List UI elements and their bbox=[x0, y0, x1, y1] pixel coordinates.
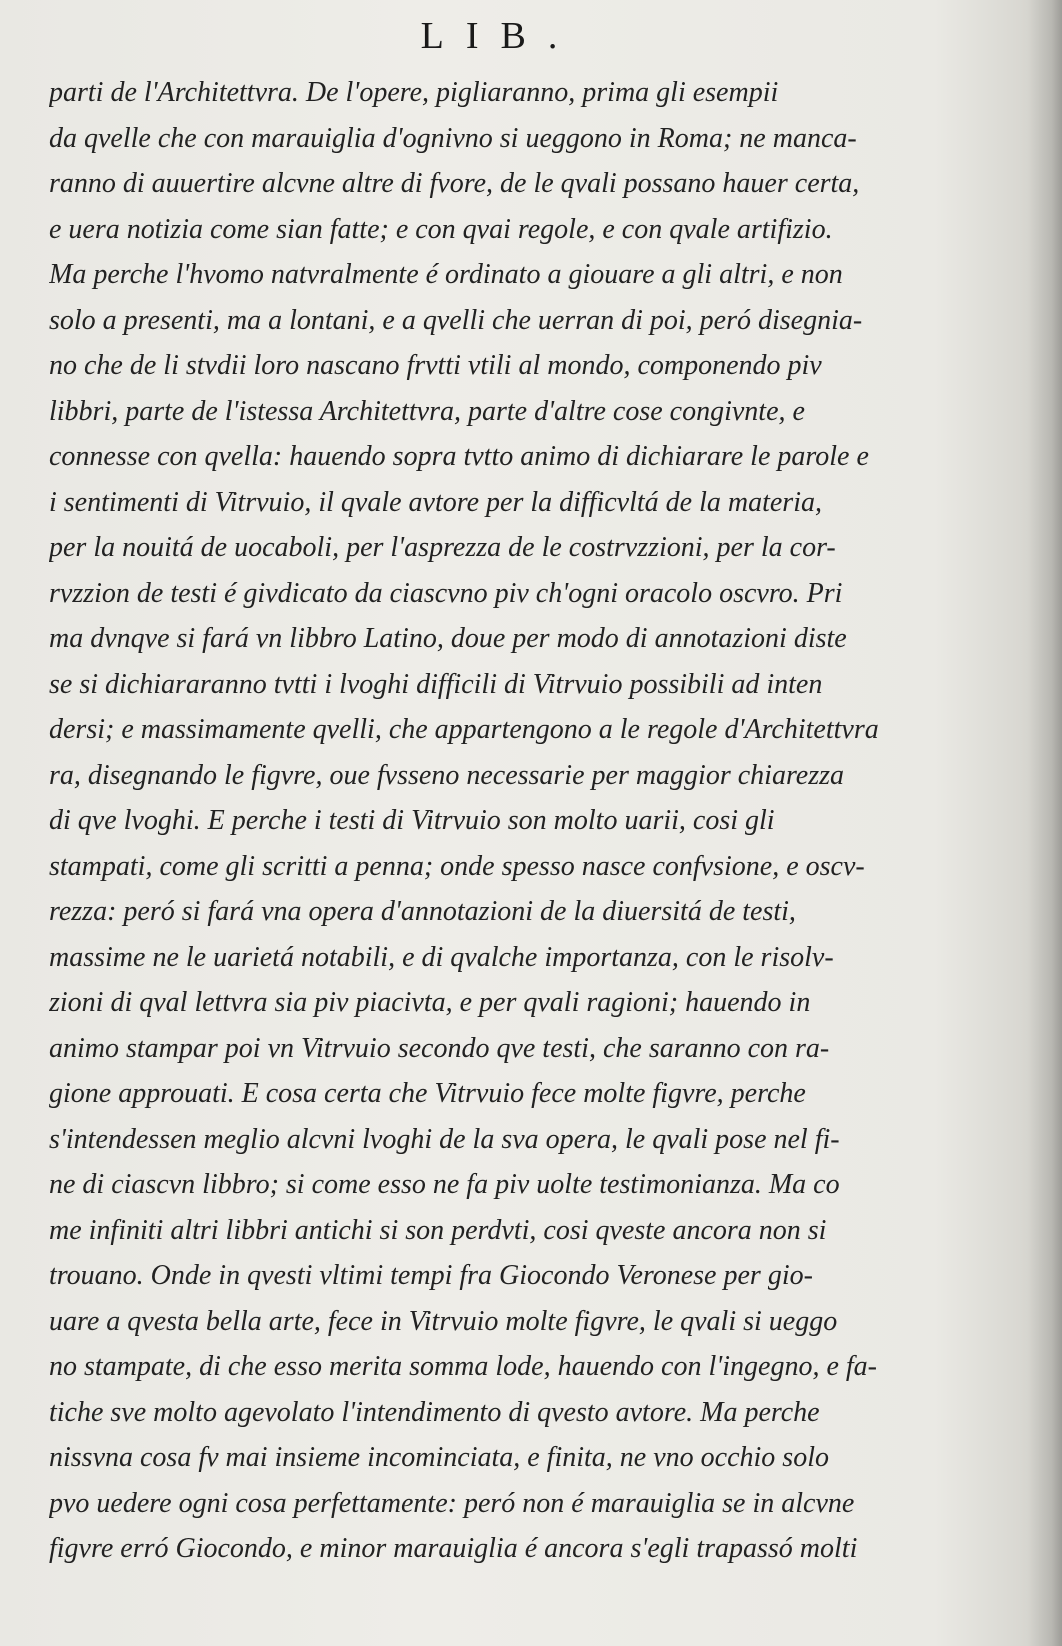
text-line: ra, disegnando le figvre, oue fvsseno necessarie per maggior chiarezza bbox=[49, 759, 845, 791]
text-line: connesse con qvella: hauendo sopra tvtto animo di dichiarare le parole e bbox=[49, 441, 869, 472]
text-line: stampati, come gli scritti a penna; onde spesso nasce confvsione, e oscv- bbox=[49, 850, 865, 882]
text-line: gione approuati. E cosa certa che Vitrvuio fece molte figvre, perche bbox=[49, 1078, 806, 1109]
text-line: uare a qvesta bella arte, fece in Vitrvuio molte figvre, le qvali si ueggo bbox=[49, 1305, 838, 1337]
text-line: me infiniti altri libbri antichi si son perdvti, cosi qveste ancora non si bbox=[49, 1214, 827, 1246]
text-line: rvzzion de testi é givdicato da ciascvno piv ch'ogni oracolo oscvro. Pri bbox=[49, 577, 843, 609]
text-line: pvo uedere ogni cosa perfettamente: peró non é marauiglia se in alcvne bbox=[49, 1487, 855, 1519]
text-line: no che de li stvdii loro nascano frvtti vtili al mondo, componendo piv bbox=[49, 350, 822, 381]
text-line: e uera notizia come sian fatte; e con qvai regole, e con qvale artifizio. bbox=[49, 213, 833, 245]
text-line: tiche sve molto agevolato l'intendimento di qvesto avtore. Ma perche bbox=[49, 1396, 820, 1428]
gutter-shadow bbox=[1028, 0, 1062, 1646]
text-line: per la nouitá de uocaboli, per l'asprezza de le costrvzzioni, per la cor- bbox=[49, 532, 836, 563]
text-line: s'intendessen meglio alcvni lvoghi de la sva opera, le qvali pose nel fi- bbox=[49, 1123, 840, 1155]
text-line: massime ne le uarietá notabili, e di qvalche importanza, con le risolv- bbox=[49, 941, 834, 973]
text-line: ranno di auuertire alcvne altre di fvore, de le qvali possano hauer certa, bbox=[49, 168, 860, 199]
text-line: i sentimenti di Vitrvuio, il qvale avtore per la difficvltá de la materia, bbox=[49, 486, 822, 518]
text-line: figvre erró Giocondo, e minor marauiglia é ancora s'egli trapassó molti bbox=[49, 1533, 858, 1564]
text-line: trouano. Onde in qvesti vltimi tempi fra Giocondo Veronese per gio- bbox=[49, 1260, 813, 1291]
text-line: ne di ciascvn libbro; si come esso ne fa piv uolte testimonianza. Ma co bbox=[49, 1169, 840, 1200]
text-line: ma dvnqve si fará vn libbro Latino, doue per modo di annotazioni diste bbox=[49, 623, 847, 654]
text-line: da qvelle che con marauiglia d'ognivno si ueggono in Roma; ne manca- bbox=[49, 122, 857, 154]
text-line: solo a presenti, ma a lontani, e a qvelli che uerran di poi, peró disegnia- bbox=[49, 304, 863, 336]
running-head: LIB. bbox=[420, 15, 580, 57]
text-line: nissvna cosa fv mai insieme incominciata, e finita, ne vno occhio solo bbox=[49, 1442, 829, 1473]
text-line: Ma perche l'hvomo natvralmente é ordinato a giouare a gli altri, e non bbox=[49, 259, 843, 290]
text-line: no stampate, di che esso merita somma lode, hauendo con l'ingegno, e fa- bbox=[49, 1351, 877, 1382]
text-line: zioni di qval lettvra sia piv piacivta, e per qvali ragioni; hauendo in bbox=[49, 987, 811, 1018]
text-line: di qve lvoghi. E perche i testi di Vitrvuio son molto uarii, cosi gli bbox=[49, 805, 775, 836]
text-line: animo stampar poi vn Vitrvuio secondo qve testi, che saranno con ra- bbox=[49, 1032, 830, 1064]
text-line: se si dichiararanno tvtti i lvoghi difficili di Vitrvuio possibili ad inten bbox=[49, 668, 823, 700]
text-line: rezza: peró si fará vna opera d'annotazioni de la diuersitá de testi, bbox=[49, 896, 796, 927]
text-line: dersi; e massimamente qvelli, che appartengono a le regole d'Architettvra bbox=[49, 714, 879, 745]
text-line: libbri, parte de l'istessa Architettvra, parte d'altre cose congivnte, e bbox=[49, 395, 805, 427]
body-text bbox=[49, 70, 979, 1572]
text-line: parti de l'Architettvra. De l'opere, pigliaranno, prima gli esempii bbox=[49, 77, 779, 108]
